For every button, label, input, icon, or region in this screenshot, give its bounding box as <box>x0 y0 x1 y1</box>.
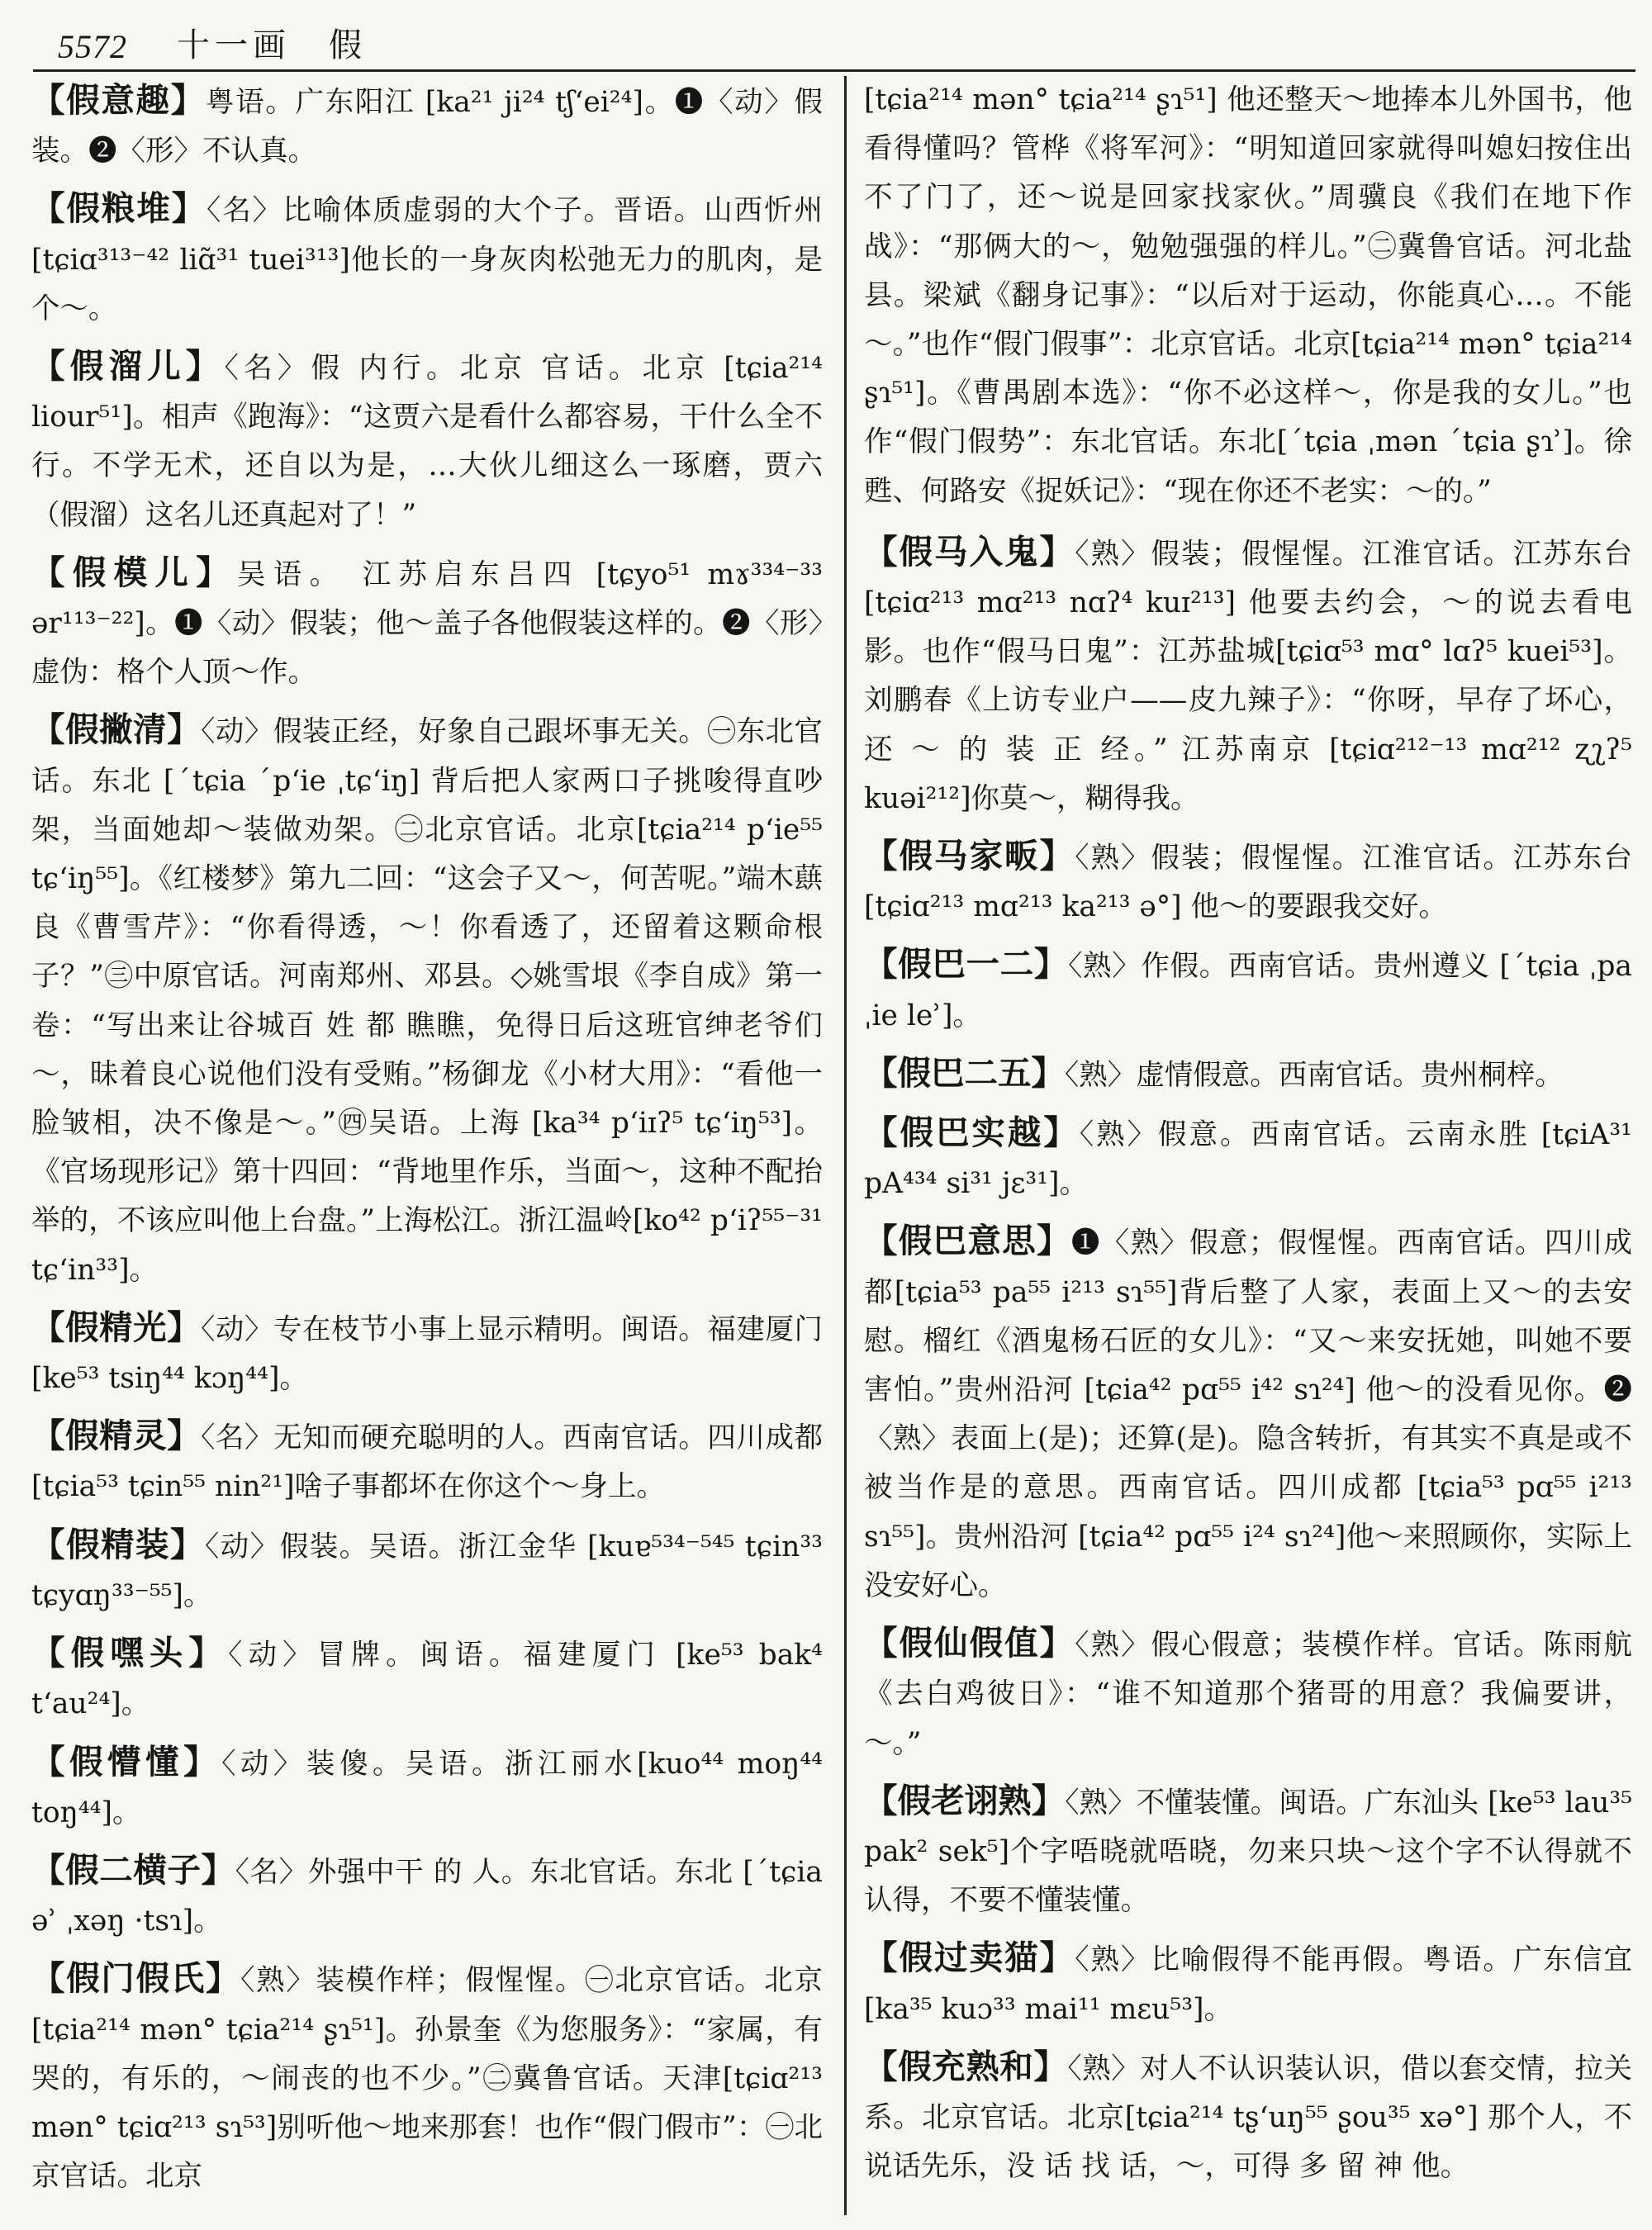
entry-headword: 【假巴二五】 <box>864 1052 1065 1093</box>
entry-definition: 〈熟〉假意。西南官话。云南永胜 [tɕiA³¹ pA⁴³⁴ si³¹ jɛ³¹]。 <box>864 1118 1632 1201</box>
entry-definition: 〈动〉假装正经，好象自己跟坏事无关。㊀东北官话。东北 [ˊtɕia ˊp‘ie ˌtɕ‘iŋ] 背后把人家两口子挑唆得直吵架，当面她却～装做劝架。㊁北京官话。北京[tɕia²¹⁴ p‘ie⁵⁵ tɕ‘iŋ⁵⁵]。《红楼梦》第九二回：“这会子又～，何苦呢。”端木蕻良《曹雪芹》：“你看得透，～！你看透了，还留着这颗命根子？”㊂中原官话。河南郑州、邓县。◇姚雪垠《李自成》第一卷：“写出来让谷城百 姓 都 瞧瞧，免得日后这班官绅老爷们～，昧着良心说他们没有受贿。”杨御龙《小材大用》：“看他一脸皱相，决不像是～。”㊃吴语。上海 [ka³⁴ p‘iɪʔ⁵ tɕ‘iŋ⁵³]。《官场现形记》第十四回：“背地里作乐，当面～，这种不配抬举的，不该应叫他上台盘。”上海松江。浙江温岭[ko⁴² p‘iʔ⁵⁵⁻³¹ tɕ‘in³³]。 <box>31 715 823 1287</box>
left-column <box>31 76 823 2222</box>
entry-definition: 〈动〉假装。吴语。浙江金华 [kuɐ⁵³⁴⁻⁵⁴⁵ tɕin³³ tɕyɑŋ³³⁻⁵⁵]。 <box>31 1530 823 1612</box>
dictionary-entry-continued <box>864 76 1632 516</box>
entry-definition: 〈动〉冒牌。闽语。福建厦门 [ke⁵³ bak⁴ t‘au²⁴]。 <box>31 1639 823 1721</box>
dictionary-entry <box>864 1619 1632 1768</box>
dictionary-entry <box>864 832 1632 932</box>
entry-definition: 粤语。广东阳江 [ka²¹ ji²⁴ tʃ‘ei²⁴]。❶〈动〉假装。❷〈形〉不认真。 <box>31 86 823 168</box>
entry-definition: 〈熟〉对人不认识装认识，借以套交情，拉关系。北京官话。北京[tɕia²¹⁴ tʂ‘uŋ⁵⁵ ʂou³⁵ xə°] 那个人，不说话先乐，没 话 找 话，～，可得 多 留 神 他。 <box>864 2052 1632 2184</box>
dictionary-entry <box>31 1412 823 1511</box>
dictionary-entry <box>864 1108 1632 1208</box>
dictionary-entry <box>31 76 823 176</box>
dictionary-entry <box>31 1954 823 2201</box>
entry-definition: 〈熟〉比喻假得不能再假。粤语。广东信宜 [ka³⁵ kuɔ³³ mai¹¹ mɛu⁵³]。 <box>864 1943 1632 2026</box>
entry-definition: 〈熟〉不懂装懂。闽语。广东汕头 [ke⁵³ lau³⁵ pak² sek⁵]个字唔晓就唔晓，勿来只块～这个字不认得就不认得，不要不懂装懂。 <box>864 1786 1632 1918</box>
running-head: 十一画 假 <box>177 26 367 64</box>
page-number: 5572 <box>58 28 127 65</box>
right-column <box>864 76 1632 2222</box>
entry-headword: 【假懵懂】 <box>31 1741 222 1782</box>
entry-headword: 【假巴意思】 <box>864 1221 1071 1261</box>
entry-definition: 〈熟〉虚情假意。西南官话。贵州桐梓。 <box>1065 1058 1564 1092</box>
entry-headword: 【假门假氏】 <box>31 1958 241 1999</box>
dictionary-entry <box>31 1303 823 1403</box>
entry-headword: 【假撇清】 <box>31 709 202 750</box>
entry-headword: 【假巴实越】 <box>864 1113 1080 1153</box>
dictionary-entry <box>31 1629 823 1729</box>
entry-headword: 【假老诩熟】 <box>864 1780 1066 1820</box>
dictionary-entry <box>31 548 823 698</box>
entry-definition: 〈熟〉假装；假惺惺。江淮官话。江苏东台[tɕiɑ²¹³ mɑ²¹³ nɑʔ⁴ kuɪ²¹³] 他要去约会，～的说去看电影。也作“假马日鬼”：江苏盐城[tɕiɑ⁵³ mɑ° lɑʔ⁵ kuei⁵³]。刘鹏春《上访专业户——皮九辣子》：“你呀，早存了坏心，还 ～ 的 装 正 经。” 江苏南京 [tɕiɑ²¹²⁻¹³ mɑ²¹² ʐʅʔ⁵ kuəi²¹²]你莫～，糊得我。 <box>864 537 1632 815</box>
entry-headword: 【假马家畈】 <box>864 836 1075 876</box>
entry-headword: 【假仙假值】 <box>864 1623 1075 1663</box>
entry-definition: 〈动〉专在枝节小事上显示精明。闽语。福建厦门 [ke⁵³ tsiŋ⁴⁴ kɔŋ⁴⁴]。 <box>31 1312 823 1396</box>
entry-definition: 〈熟〉作假。西南官话。贵州遵义 [ˊtɕia ˌpa ˌie leʾ]。 <box>864 950 1632 1032</box>
entry-headword: 【假意趣】 <box>31 80 206 120</box>
entry-headword: 【假粮堆】 <box>31 188 207 229</box>
dictionary-entry <box>31 1846 823 1946</box>
dictionary-entry <box>864 2043 1632 2192</box>
entry-headword: 【假过卖猫】 <box>864 1938 1075 1978</box>
entry-headword: 【假嘿头】 <box>31 1633 229 1673</box>
dictionary-entry <box>864 1049 1632 1100</box>
entry-definition: 〈熟〉装模作样；假惺惺。㊀北京官话。北京[tɕia²¹⁴ mən° tɕia²¹⁴ ʂɿ⁵¹]。孙景奎《为您服务》：“家属，有哭的，有乐的，～闹丧的也不少。”㊁冀鲁官话。天津[tɕiɑ²¹³ mən° tɕiɑ²¹³ sɿ⁵³]别听他～地来那套！也作“假门假市”：㊀北京官话。北京 <box>31 1964 823 2194</box>
entry-headword: 【假溜儿】 <box>31 346 225 387</box>
entry-definition: 吴语。 江苏启东吕四 [tɕyo⁵¹ mɤ³³⁴⁻³³ ər¹¹³⁻²²]。❶〈动〉假装；他～盖子各他假装这样的。❷〈形〉虚伪：格个人顶～作。 <box>31 558 823 690</box>
dictionary-entry <box>864 1777 1632 1926</box>
entry-headword: 【假二横子】 <box>31 1849 235 1890</box>
dictionary-entry <box>864 940 1632 1040</box>
dictionary-entry <box>864 1933 1632 2033</box>
entry-headword: 【假马入鬼】 <box>864 531 1075 572</box>
entry-definition: 〈动〉装傻。吴语。浙江丽水[kuo⁴⁴ moŋ⁴⁴ toŋ⁴⁴]。 <box>31 1747 823 1829</box>
entry-definition: 〈熟〉假心假意；装模作样。官话。陈雨航《去白鸡彼日》：“谁不知道那个猪哥的用意？我偏要讲，～。” <box>864 1629 1632 1760</box>
entry-definition: 〈名〉外强中干 的 人。东北官话。东北 [ˊtɕia əʾ ˌxəŋ ·tsɿ]。 <box>31 1855 823 1938</box>
dictionary-entry <box>31 342 823 540</box>
entry-definition: [tɕia²¹⁴ mən° tɕia²¹⁴ ʂɿ⁵¹] 他还整天～地捧本儿外国书，他看得懂吗？管桦《将军河》：“明知道回家就得叫媳妇按住出不了门了，还～说是回家找家伙。”周骥良《我们在地下作战》：“那俩大的～，勉勉强强的样儿。”㊁冀鲁官话。河北盐县。梁斌《翻身记事》：“以后对于运动，你能真心…。不能～。”也作“假门假事”：北京官话。北京[tɕia²¹⁴ mən° tɕia²¹⁴ ʂɿ⁵¹]。《曹禺剧本选》：“你不必这样～，你是我的女儿。”也作“假门假势”：东北官话。东北[ˊtɕia ˌmən ˊtɕia ʂɿʾ]。徐甦、何路安《捉妖记》：“现在你还不老实：～的。” <box>864 83 1632 508</box>
dictionary-entry <box>31 184 823 334</box>
dictionary-entry <box>864 528 1632 823</box>
entry-headword: 【假精灵】 <box>31 1416 202 1456</box>
dictionary-entry <box>864 1217 1632 1611</box>
entry-definition: 〈名〉假 内行。北京 官话。北京 [tɕia²¹⁴ liour⁵¹]。相声《跑海》：“这贾六是看什么都容易，干什么全不行。不学无术，还自以为是，…大伙儿细这么一琢磨，贾六（假溜）这名儿还真起对了！” <box>31 352 823 532</box>
entry-headword: 【假巴一二】 <box>864 944 1069 985</box>
entry-headword: 【假模儿】 <box>31 552 237 592</box>
entry-definition: 〈熟〉假装；假惺惺。江淮官话。江苏东台[tɕiɑ²¹³ mɑ²¹³ ka²¹³ ə°] 他～的要跟我交好。 <box>864 842 1632 924</box>
dictionary-entry <box>31 1521 823 1620</box>
entry-definition: 〈名〉无知而硬充聪明的人。西南官话。四川成都[tɕia⁵³ tɕin⁵⁵ nin²¹]啥子事都坏在你这个～身上。 <box>31 1421 823 1504</box>
column-divider <box>844 76 847 2215</box>
entry-definition: ❶〈熟〉假意；假惺惺。西南官话。四川成都[tɕia⁵³ pa⁵⁵ i²¹³ sɿ⁵⁵]背后整了人家，表面上又～的去安慰。榴红《酒鬼杨石匠的女儿》：“又～来安抚她，叫她不要害怕。”贵州沿河 [tɕia⁴² pɑ⁵⁵ i⁴² sɿ²⁴] 他～的没看见你。❷〈熟〉表面上(是)；还算(是)。隐含转折，有其实不真是或不被当作是的意思。西南官话。四川成都 [tɕia⁵³ pɑ⁵⁵ i²¹³ sɿ⁵⁵]。贵州沿河 [tɕia⁴² pɑ⁵⁵ i²⁴ sɿ²⁴]他～来照顾你，实际上没安好心。 <box>864 1226 1632 1602</box>
entry-definition: 〈名〉比喻体质虚弱的大个子。晋语。山西忻州 [tɕiɑ³¹³⁻⁴² liɑ̃³¹ tuei³¹³]他长的一身灰肉松弛无力的肌肉，是个～。 <box>31 194 823 325</box>
entry-headword: 【假充熟和】 <box>864 2046 1068 2086</box>
header-rule <box>33 69 1635 72</box>
dictionary-entry <box>31 705 823 1294</box>
page-header <box>58 15 1611 66</box>
entry-headword: 【假精装】 <box>31 1524 205 1564</box>
dictionary-entry <box>31 1738 823 1838</box>
entry-headword: 【假精光】 <box>31 1307 202 1347</box>
